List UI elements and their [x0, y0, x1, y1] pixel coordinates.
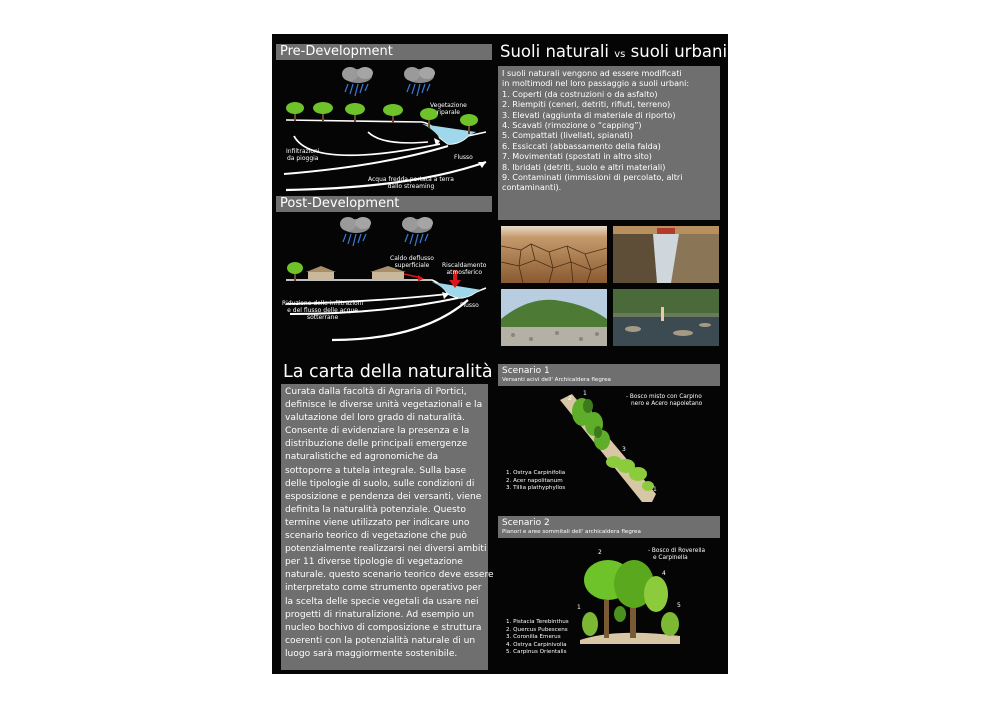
scenario1-subtitle: Versanti acivi dell' Archicaldera flegrea: [502, 377, 611, 383]
reduction-label: Riduzione delle infiltrazioni e del flusso delle acque sotterrane: [282, 300, 364, 321]
list-item: contaminanti).: [502, 182, 562, 193]
list-item: 9. Contaminati (immissioni di percolato, altri: [502, 172, 683, 183]
list-item: 6. Essiccati (abbassamento della falda): [502, 140, 661, 151]
scenario1-num-1: 1: [583, 390, 587, 397]
rain-cloud-icon: [402, 217, 433, 246]
scenario2-note: - Bosco di Roverella e Carpinella: [648, 548, 706, 561]
list-item: 2. Acer napolitanum: [506, 477, 563, 484]
heating-label: Riscaldamento atmosferico: [442, 262, 487, 276]
tree-icon: [383, 104, 403, 123]
scenario2-subtitle: Pianori e aree sommitali dell' archicaldera flegrea: [502, 529, 641, 535]
list-item: 7. Movimentati (spostati in altro sito): [502, 151, 652, 162]
pre-development-band: [276, 44, 492, 60]
scenario1-note: - Bosco misto con Carpino nero e Acero napoletano: [626, 394, 703, 407]
tree-icon: [313, 102, 333, 122]
naturalness-text-box: Curata dalla facoltà di Agraria di Portici, definisce le diverse unità vegetazionali e la valutazione del loro grado di naturalità. Consente di evidenziare la presenza e la distribuzione delle principali emergenze naturalistiche ed agronomiche da sottoporre a tutela integrale. Sulla base delle tipologie di suolo, sulle condizioni di esposizione e pendenza dei versanti, viene definita la naturalità potenziale. Questo termine viene utilizzato per indicare uno scenario teorico di vegetazione che può potenzialmente realizzarsi nei diversi ambiti per 11 diverse tipologie di vegetazione naturale. questo scenario teorico deve essere interpretato come strumento operativo per la scelta delle specie vegetali da usare nei progetti di rinaturalizione. Ad esempio un nucleo bochivo di composizione e struttura coerenti con la potenzialità naturale di un luogo sarà maggiormente sostenibile.: [281, 384, 488, 670]
scenario2-illustration: [576, 554, 688, 644]
soils-title: Suoli naturali vs suoli urbani: [500, 42, 728, 61]
rain-cloud-icon: [404, 67, 435, 96]
cold-water-label: Acqua fredda portata a terra dallo streaming: [368, 176, 454, 190]
list-item: 2. Riempiti (ceneri, detriti, rifiuti, terreno): [502, 99, 671, 110]
scenario1-species-list: [506, 470, 565, 493]
post-development-band: [276, 196, 492, 212]
soils-text-box: I suoli naturali vengono ad essere modificati in moltimodi nel loro passaggio a suoli urbani: 1. Coperti (da costruzioni o da asfalto) 2. Riempiti (ceneri, detriti, rifiuti, terreno) 3. Elevati (aggiunta di materiale di riporto) 4. Scavati (rimozione o “capping”) 5. Compattati (livellati, spianati) 6. Essiccati (abbassamento della falda) 7. Movimentati (spostati in altro sito) 8. Ibridati (detriti, suolo e altri materiali) 9. Contaminati (immissioni di percolato, altri contaminanti).: [498, 66, 720, 220]
scenario2-num-2: 2: [598, 549, 602, 556]
poster: [272, 34, 728, 674]
scenario1-num-1b: 1: [653, 486, 657, 493]
scenario2-num-5: 5: [677, 602, 681, 609]
house-icon: [306, 266, 336, 280]
list-item: 1. Coperti (da costruzioni o da asfalto): [502, 88, 658, 99]
list-item: 1. Ostrya Carpinifolia: [506, 470, 566, 476]
scenario2-num-4: 4: [662, 570, 666, 577]
photo-contaminated-area: [613, 289, 719, 346]
naturalness-title: La carta della naturalità: [283, 362, 493, 382]
photo-excavated-trench: [613, 226, 719, 283]
tree-icon: [345, 103, 365, 122]
scenario2-species-list: [506, 619, 569, 657]
rain-cloud-icon: [342, 67, 373, 96]
list-item: 3. Elevati (aggiunta di materiale di riporto): [502, 109, 676, 120]
rain-cloud-icon: [340, 217, 371, 246]
post-development-diagram: [272, 214, 492, 354]
list-item: 4. Scavati (rimozione o “capping”): [502, 120, 642, 131]
scenario1-band: [498, 364, 720, 386]
list-item: 8. Ibridati (detriti, suolo e altri materiali): [502, 161, 666, 172]
scenario1-title: Scenario 1: [502, 366, 550, 376]
scenario1-num-2: 2: [568, 395, 572, 402]
list-item: 1. Pistacia Terebinthus: [506, 619, 569, 625]
photo-cracked-soil: [501, 226, 607, 283]
list-item: 2. Quercus Pubescens: [506, 626, 568, 633]
vegetation-label: Vegetazione riparale: [430, 102, 467, 116]
list-item: 5. Carpinus Orientalis: [506, 649, 567, 656]
scenario2-num-1: 1: [577, 604, 581, 611]
list-item: 3. Coronilla Emerus: [506, 634, 561, 641]
hot-runoff-label: Caldo deflusso superficiale: [390, 255, 434, 269]
post-development-title: Post-Development: [280, 196, 400, 211]
pre-flow-label: Flusso: [454, 154, 473, 161]
scenario1-num-3: 3: [622, 446, 626, 453]
pre-development-title: Pre-Development: [280, 44, 393, 59]
scenario2-band: [498, 516, 720, 538]
tree-icon: [287, 262, 303, 281]
infiltration-label: Infiltrazioni da pioggia: [286, 148, 320, 162]
scenario2-title: Scenario 2: [502, 518, 550, 528]
post-flow-label: Flusso: [460, 302, 479, 309]
list-item: 3. Tillia plathyphyllos: [506, 485, 566, 492]
list-item: 4. Ostrya Carpinivolia: [506, 641, 567, 648]
photo-bare-hill: [501, 289, 607, 346]
tree-icon: [286, 102, 304, 121]
list-item: 5. Compattati (livellati, spianati): [502, 130, 633, 141]
